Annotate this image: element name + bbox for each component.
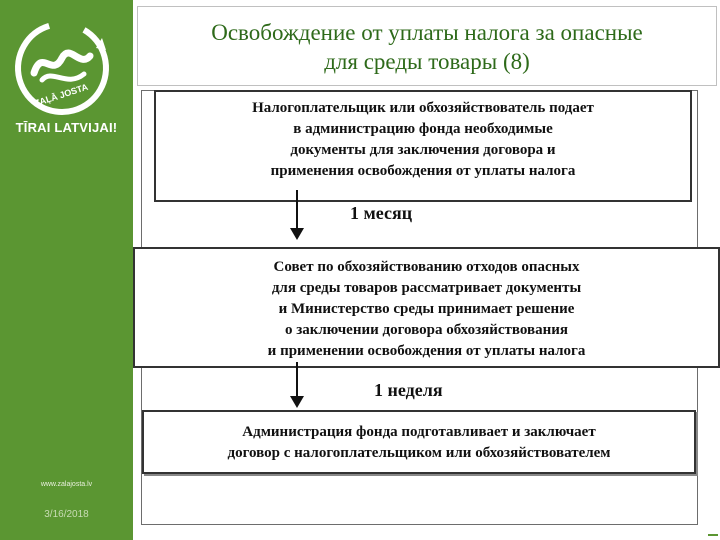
step-1-line: в администрацию фонда необходимые xyxy=(293,121,553,137)
step-1-box xyxy=(154,90,692,202)
step-3-line: договор с налогоплательщиком или обхозяйствователем xyxy=(227,445,611,461)
website-url[interactable]: www.zalajosta.lv xyxy=(40,481,93,488)
step-1-line: документы для заключения договора и xyxy=(290,142,556,158)
slide-title xyxy=(137,18,717,76)
arrow-head-1-icon xyxy=(290,228,304,240)
sidebar xyxy=(0,0,133,540)
title-line-2: для среды товары (8) xyxy=(324,49,530,74)
step-2-line: Совет по обхозяйствованию отходов опасных xyxy=(273,259,580,275)
step-2-line: о заключении договора обхозяйствования xyxy=(284,322,569,338)
step-1-line: Налогоплательщик или обхозяйствователь подает xyxy=(252,100,594,116)
step-2-line: для среды товаров рассматривает документы xyxy=(271,280,582,296)
duration-2-label: 1 неделя xyxy=(374,380,443,400)
step-3-line: Администрация фонда подготавливает и заключает xyxy=(242,424,596,440)
flow-arrow-1 xyxy=(296,190,298,232)
slogan: TĪRAI LATVIJAI! xyxy=(15,120,118,135)
step-1-line: применения освобождения от уплаты налога xyxy=(270,163,576,179)
step-2-line: и Министерство среды принимает решение xyxy=(278,301,575,317)
step-2-box xyxy=(133,247,720,368)
duration-1-label: 1 месяц xyxy=(350,203,413,223)
title-line-1: Освобождение от уплаты налога за опасные xyxy=(211,20,643,45)
flow-arrow-2 xyxy=(296,362,298,400)
step-3-box xyxy=(142,410,696,474)
logo-text: ZAĻĀ JOSTA xyxy=(32,81,90,109)
step-2-line: и применении освобождения от уплаты налога xyxy=(267,343,586,359)
zala-josta-logo xyxy=(12,18,112,118)
slide-date: 3/16/2018 xyxy=(44,509,89,520)
arrow-head-2-icon xyxy=(290,396,304,408)
corner-mark xyxy=(708,534,718,536)
